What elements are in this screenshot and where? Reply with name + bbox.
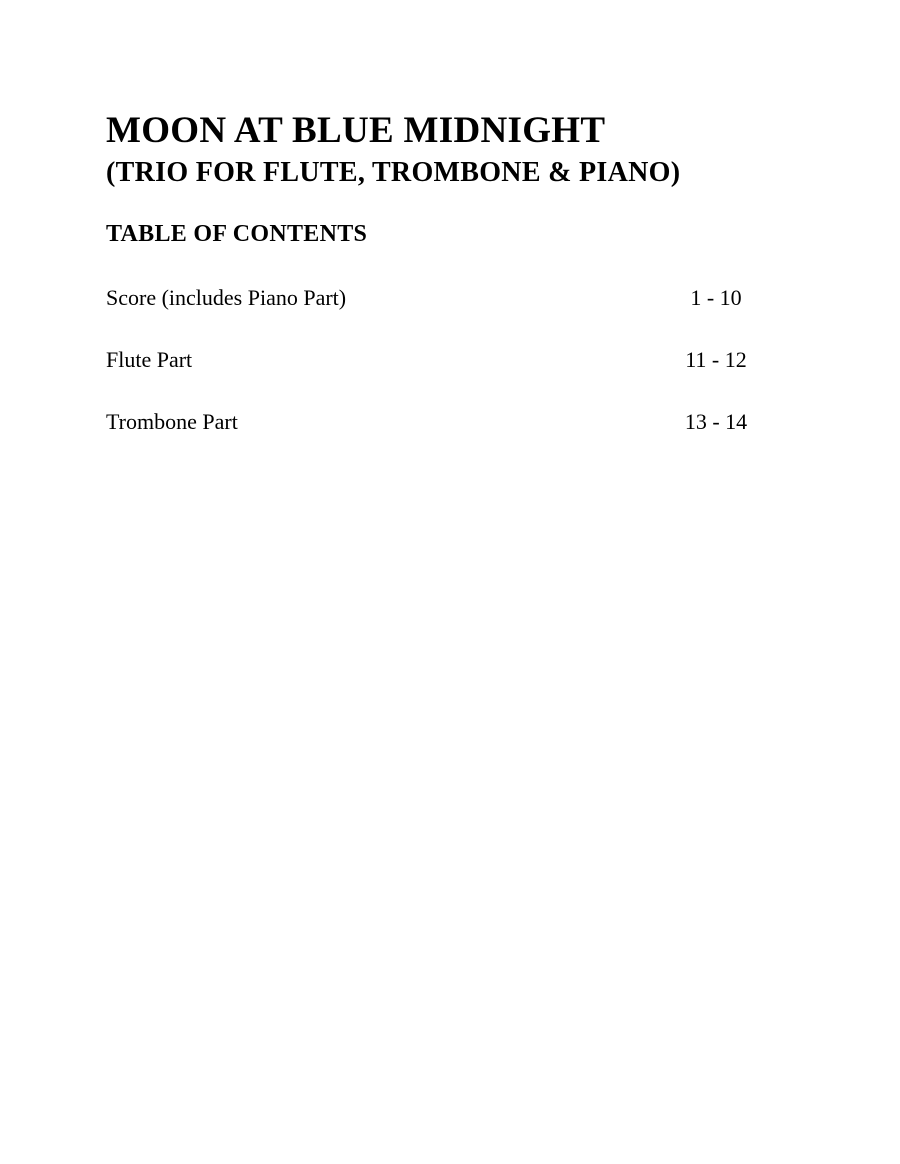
toc-entry-trombone	[106, 407, 766, 437]
toc-entry-label: Trombone Part	[106, 409, 238, 434]
toc-heading: TABLE OF CONTENTS	[106, 221, 368, 247]
toc-entry-label: Flute Part	[106, 347, 193, 372]
toc-entry-pages: 1 - 10	[690, 285, 742, 310]
toc-entry-pages: 11 - 12	[685, 347, 747, 372]
toc-entry-flute	[106, 345, 766, 375]
toc-entry-score	[106, 283, 766, 313]
toc-entry-pages: 13 - 14	[684, 409, 748, 434]
toc-entry-label: Score (includes Piano Part)	[106, 285, 347, 310]
document-subtitle: (TRIO FOR FLUTE, TROMBONE & PIANO)	[106, 157, 681, 188]
document-title: MOON AT BLUE MIDNIGHT	[106, 110, 606, 151]
